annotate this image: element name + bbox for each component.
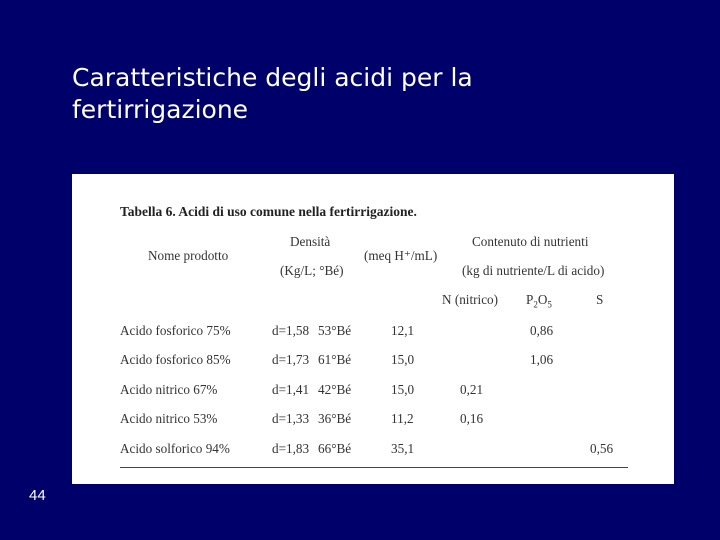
table-cell-meq: 11,2 [391,411,414,426]
table-cell-name: Acido nitrico 67% [120,382,218,397]
acids-table-image [72,174,674,484]
table-cell-meq: 35,1 [391,441,415,456]
header-acidity-units: (meq H⁺/mL) [364,248,438,263]
header-col-n: N (nitrico) [442,292,499,307]
header-density-units: (Kg/L; °Bé) [280,263,344,278]
table-cell-baume: 36°Bé [318,411,352,426]
table-caption: Tabella 6. Acidi di uso comune nella fertirrigazione. [120,204,417,219]
table-cell-meq: 12,1 [391,323,415,338]
header-name: Nome prodotto [148,248,229,263]
table-cell-p: 0,86 [530,323,554,338]
table-cell-density: d=1,83 [272,441,310,456]
table-cell-density: d=1,41 [272,382,310,397]
header-col-s: S [596,292,604,307]
table-cell-name: Acido solforico 94% [120,441,230,456]
header-nutrients: Contenuto di nutrienti [472,234,589,249]
table-cell-n: 0,16 [460,411,484,426]
table-cell-meq: 15,0 [391,382,415,397]
table-cell-n: 0,21 [460,382,484,397]
table-cell-density: d=1,33 [272,411,310,426]
slide-title-line-2: fertirrigazione [72,95,249,124]
header-nutrients-units: (kg di nutriente/L di acido) [462,263,605,278]
table-cell-s: 0,56 [590,441,614,456]
table-cell-name: Acido nitrico 53% [120,411,218,426]
slide-title [72,62,672,126]
table-cell-baume: 53°Bé [318,323,352,338]
header-density: Densità [290,234,331,249]
table-cell-p: 1,06 [530,352,554,367]
table-bottom-rule [120,467,628,468]
table-cell-name: Acido fosforico 85% [120,352,231,367]
slide-title-line-1: Caratteristiche degli acidi per la [72,63,473,92]
table-cell-density: d=1,58 [272,323,310,338]
header-col-p2o5: $P_2O_5$ [526,292,552,310]
table-cell-meq: 15,0 [391,352,415,367]
table-cell-baume: 66°Bé [318,441,352,456]
slide-number: 44 [29,487,46,504]
table-cell-baume: 61°Bé [318,352,352,367]
table-cell-name: Acido fosforico 75% [120,323,231,338]
table-cell-baume: 42°Bé [318,382,352,397]
table-cell-density: d=1,73 [272,352,310,367]
